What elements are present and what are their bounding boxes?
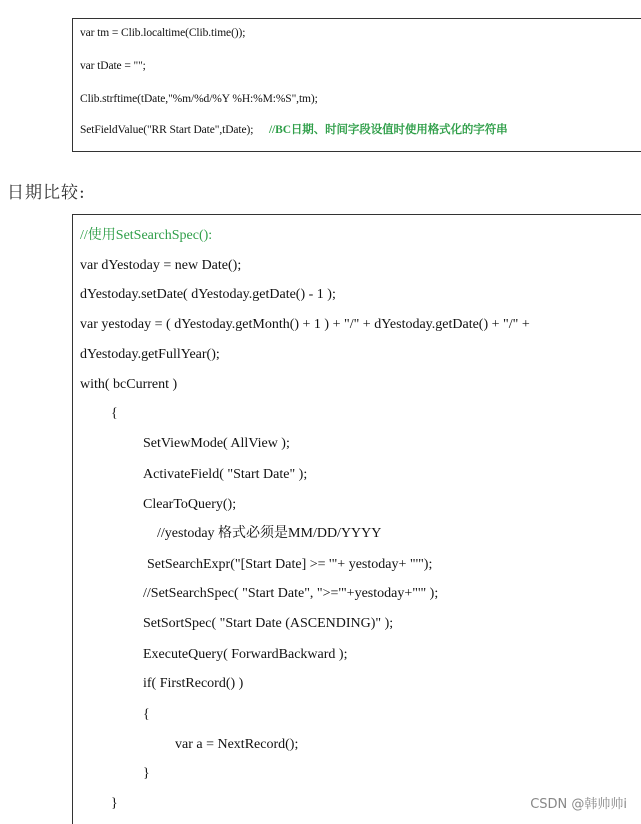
code-line: SetSearchExpr("[Start Date] >= '"+ yestoday+ "'"); xyxy=(147,557,433,572)
code-text: SetFieldValue("RR Start Date",tDate); xyxy=(80,124,254,136)
code-line: } xyxy=(143,766,150,781)
code-line: { xyxy=(143,707,150,722)
code-line: ExecuteQuery( ForwardBackward ); xyxy=(143,647,348,662)
code-line: var tDate = ""; xyxy=(80,60,146,72)
code-line: Clib.strftime(tDate,"%m/%d/%Y %H:%M:%S",tm); xyxy=(80,93,318,105)
code-block-date-compare xyxy=(72,214,641,824)
code-line: dYestoday.getFullYear(); xyxy=(80,347,220,362)
code-line-with-comment xyxy=(80,125,508,137)
code-line: //SetSearchSpec( "Start Date", ">='"+yestoday+"'" ); xyxy=(143,586,439,601)
code-comment: //使用SetSearchSpec(): xyxy=(80,228,213,243)
code-line: SetSortSpec( "Start Date (ASCENDING)" ); xyxy=(143,616,394,631)
section-heading: 日期比较: xyxy=(7,183,86,203)
code-line: if( FirstRecord() ) xyxy=(143,676,244,691)
code-line: var dYestoday = new Date(); xyxy=(80,258,242,273)
code-line: { xyxy=(111,406,118,421)
watermark: CSDN @韩帅帅i xyxy=(530,797,627,812)
code-line: SetViewMode( AllView ); xyxy=(143,436,290,451)
code-comment: //BC日期、时间字段设值时使用格式化的字符串 xyxy=(268,124,508,136)
code-line: dYestoday.setDate( dYestoday.getDate() - 1 ); xyxy=(80,287,336,302)
code-line: var yestoday = ( dYestoday.getMonth() + 1 ) + "/" + dYestoday.getDate() + "/" + xyxy=(80,317,530,332)
code-line: var a = NextRecord(); xyxy=(175,737,299,752)
code-line: ActivateField( "Start Date" ); xyxy=(143,467,308,482)
code-line: ClearToQuery(); xyxy=(143,497,237,512)
code-line: with( bcCurrent ) xyxy=(80,377,178,392)
code-line: var tm = Clib.localtime(Clib.time()); xyxy=(80,27,246,39)
code-line: //yestoday 格式必须是MM/DD/YYYY xyxy=(157,526,382,541)
code-line: } xyxy=(111,796,118,811)
code-block-strftime xyxy=(72,18,641,152)
